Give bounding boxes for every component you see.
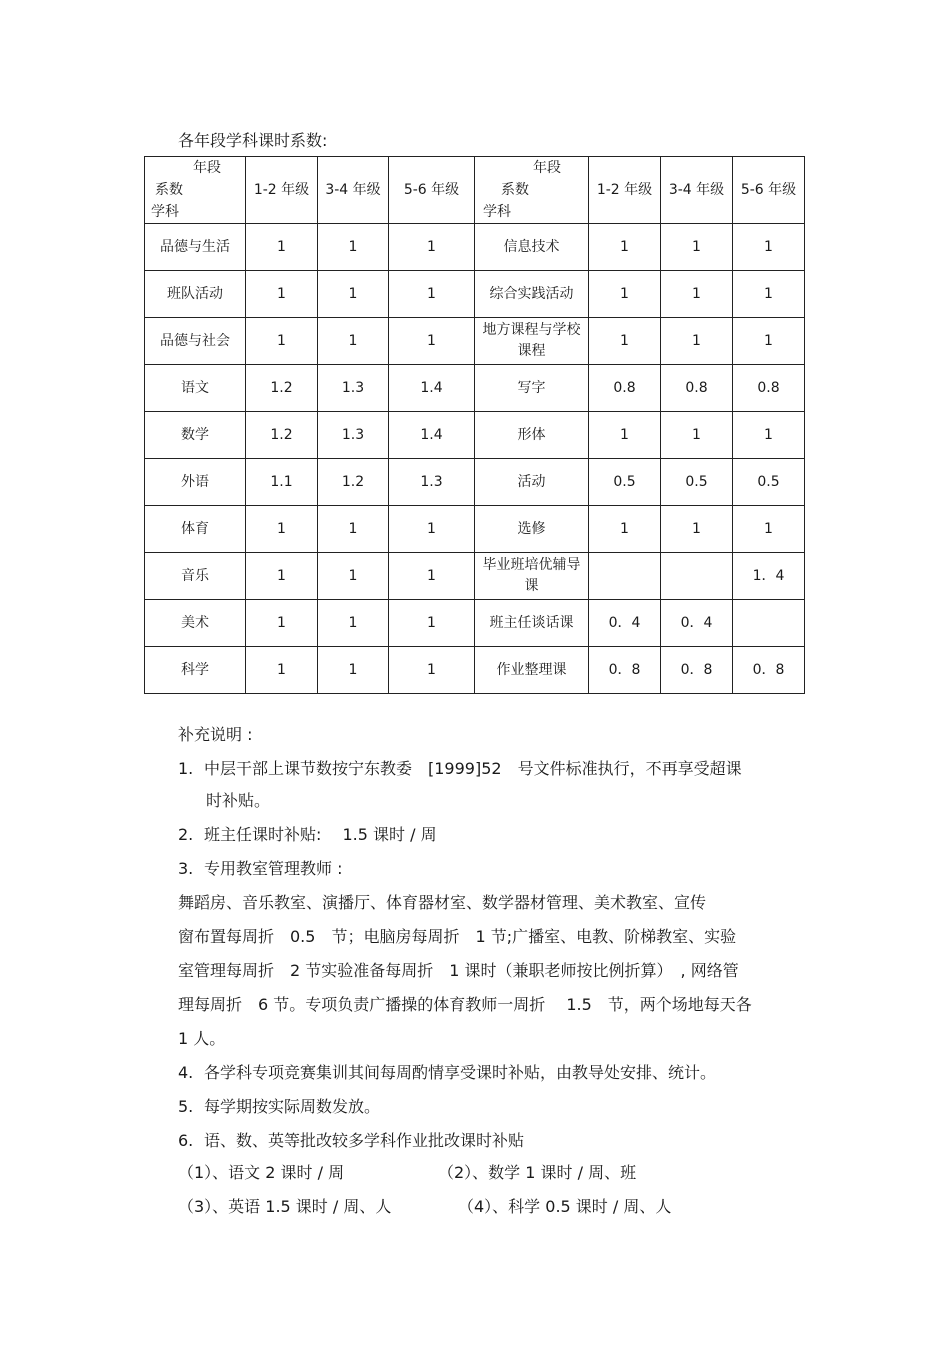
note-paragraph-line: 理每周折 6 节。专项负责广播操的体育教师一周折 1.5 节，两个场地每天各	[178, 995, 752, 1014]
value-cell: 1	[246, 600, 318, 647]
value-cell: 1	[733, 271, 805, 318]
value-cell: 1.2	[318, 459, 389, 506]
table-row	[145, 647, 805, 694]
value-cell: 0.5	[661, 459, 733, 506]
value-cell: 1	[661, 271, 733, 318]
note-subitem: （1）、语文 2 课时 / 周	[178, 1163, 345, 1182]
corner-grade-label: 年段	[533, 160, 561, 176]
subject-cell: 美术	[145, 600, 246, 647]
value-cell: 1	[389, 553, 475, 600]
note-subitem: （2）、数学 1 课时 / 周、班	[438, 1163, 637, 1182]
subject-cell: 外语	[145, 459, 246, 506]
value-cell: 1	[589, 506, 661, 553]
table-title: 各年段学科课时系数:	[178, 131, 328, 150]
note-item-5	[178, 1094, 380, 1117]
subject-cell: 数学	[145, 412, 246, 459]
corner-subject-label: 学科	[151, 204, 179, 220]
value-cell: 1．4	[733, 553, 805, 600]
note-item-6	[178, 1128, 524, 1151]
subject-cell: 毕业班培优辅导课	[475, 553, 589, 600]
value-cell: 1	[389, 506, 475, 553]
note-paragraph-line: 窗布置每周折 0.5 节；电脑房每周折 1 节;广播室、电教、阶梯教室、实验	[178, 927, 737, 946]
grade-header: 5-6 年级	[733, 157, 805, 224]
value-cell: 1.3	[318, 365, 389, 412]
value-cell: 1.2	[246, 365, 318, 412]
note-text: 专用教室管理教师 :	[204, 859, 343, 878]
note-number: 4.	[178, 1063, 194, 1082]
value-cell: 1	[733, 412, 805, 459]
value-cell: 1.2	[246, 412, 318, 459]
value-cell: 1	[389, 600, 475, 647]
value-cell: 1	[661, 318, 733, 365]
value-cell: 0.8	[661, 365, 733, 412]
value-cell: 1	[589, 412, 661, 459]
grade-header: 3-4 年级	[318, 157, 389, 224]
coefficient-table	[144, 156, 805, 694]
subject-cell: 音乐	[145, 553, 246, 600]
table-row	[145, 365, 805, 412]
value-cell: 1	[246, 506, 318, 553]
value-cell: 1	[661, 412, 733, 459]
note-paragraph-line: 舞蹈房、音乐教室、演播厅、体育器材室、数学器材管理、美术教室、宣传	[178, 893, 707, 912]
value-cell: 1	[389, 318, 475, 365]
note-item-2	[178, 822, 437, 845]
value-cell: 1.3	[389, 459, 475, 506]
corner-grade-label: 年段	[193, 160, 221, 176]
value-cell	[661, 553, 733, 600]
note-number: 3.	[178, 859, 194, 878]
value-cell: 1	[661, 506, 733, 553]
grade-header: 3-4 年级	[661, 157, 733, 224]
value-cell: 0.8	[733, 365, 805, 412]
subject-cell: 活动	[475, 459, 589, 506]
subject-cell: 语文	[145, 365, 246, 412]
note-subitem: （3）、英语 1.5 课时 / 周、人	[178, 1197, 392, 1216]
subject-cell: 综合实践活动	[475, 271, 589, 318]
corner-subject-label: 学科	[483, 204, 511, 220]
value-cell: 1	[389, 271, 475, 318]
value-cell: 1.4	[389, 365, 475, 412]
table-row	[145, 412, 805, 459]
value-cell: 0．4	[589, 600, 661, 647]
subject-cell: 选修	[475, 506, 589, 553]
table-row	[145, 600, 805, 647]
value-cell: 1	[318, 647, 389, 694]
value-cell: 0．8	[661, 647, 733, 694]
table-row	[145, 318, 805, 365]
diagonal-header-left	[145, 157, 246, 224]
grade-header: 1-2 年级	[589, 157, 661, 224]
table-row	[145, 271, 805, 318]
grade-header: 1-2 年级	[246, 157, 318, 224]
subject-cell: 品德与社会	[145, 318, 246, 365]
value-cell: 1.3	[318, 412, 389, 459]
value-cell: 0.5	[733, 459, 805, 506]
note-item-4	[178, 1060, 716, 1083]
value-cell: 1	[318, 553, 389, 600]
diagonal-header-right	[475, 157, 589, 224]
note-number: 6.	[178, 1131, 194, 1150]
value-cell: 0.5	[589, 459, 661, 506]
grade-header: 5-6 年级	[389, 157, 475, 224]
value-cell	[733, 600, 805, 647]
note-number: 2.	[178, 825, 194, 844]
header-row	[145, 157, 805, 224]
value-cell: 1	[389, 647, 475, 694]
value-cell: 1	[318, 271, 389, 318]
subject-cell: 科学	[145, 647, 246, 694]
table-row	[145, 553, 805, 600]
value-cell: 0.8	[589, 365, 661, 412]
subject-cell: 形体	[475, 412, 589, 459]
note-text: 班主任课时补贴: 1.5 课时 / 周	[204, 825, 437, 844]
value-cell: 0．8	[589, 647, 661, 694]
value-cell: 0．8	[733, 647, 805, 694]
subject-cell: 班队活动	[145, 271, 246, 318]
value-cell: 1	[318, 318, 389, 365]
subject-cell: 作业整理课	[475, 647, 589, 694]
note-paragraph-line: 室管理每周折 2 节实验准备每周折 1 课时（兼职老师按比例折算） , 网络管	[178, 961, 739, 980]
note-text: 中层干部上课节数按宁东教委 [1999]52 号文件标准执行，不再享受超课	[204, 759, 742, 778]
value-cell: 1	[389, 224, 475, 271]
note-item-1-continued: 时补贴。	[206, 791, 271, 810]
value-cell: 1	[246, 224, 318, 271]
table-row	[145, 224, 805, 271]
value-cell: 1	[318, 600, 389, 647]
subject-cell: 写字	[475, 365, 589, 412]
value-cell: 1	[318, 224, 389, 271]
note-paragraph-line: 1 人。	[178, 1029, 226, 1048]
note-item-1	[178, 756, 742, 779]
value-cell: 1.1	[246, 459, 318, 506]
value-cell	[589, 553, 661, 600]
value-cell: 1	[246, 647, 318, 694]
note-text: 每学期按实际周数发放。	[204, 1097, 381, 1116]
value-cell: 1	[246, 318, 318, 365]
note-number: 1.	[178, 759, 194, 778]
note-text: 各学科专项竞赛集训其间每周酌情享受课时补贴，由教导处安排、统计。	[204, 1063, 717, 1082]
table-row	[145, 506, 805, 553]
corner-coef-label: 系数	[155, 182, 183, 198]
value-cell: 1	[246, 553, 318, 600]
value-cell: 1	[661, 224, 733, 271]
value-cell: 1	[733, 224, 805, 271]
value-cell: 1	[318, 506, 389, 553]
value-cell: 1	[733, 506, 805, 553]
note-item-3	[178, 856, 342, 879]
note-subitem: （4）、科学 0.5 课时 / 周、人	[458, 1197, 672, 1216]
value-cell: 0．4	[661, 600, 733, 647]
value-cell: 1.4	[389, 412, 475, 459]
subject-cell: 体育	[145, 506, 246, 553]
value-cell: 1	[589, 224, 661, 271]
note-text: 语、数、英等批改较多学科作业批改课时补贴	[204, 1131, 525, 1150]
value-cell: 1	[733, 318, 805, 365]
notes-heading: 补充说明 :	[178, 725, 253, 744]
subject-cell: 地方课程与学校课程	[475, 318, 589, 365]
value-cell: 1	[589, 318, 661, 365]
subject-cell: 品德与生活	[145, 224, 246, 271]
subject-cell: 班主任谈话课	[475, 600, 589, 647]
value-cell: 1	[589, 271, 661, 318]
value-cell: 1	[246, 271, 318, 318]
subject-cell: 信息技术	[475, 224, 589, 271]
note-number: 5.	[178, 1097, 194, 1116]
corner-coef-label: 系数	[501, 182, 529, 198]
table-row	[145, 459, 805, 506]
